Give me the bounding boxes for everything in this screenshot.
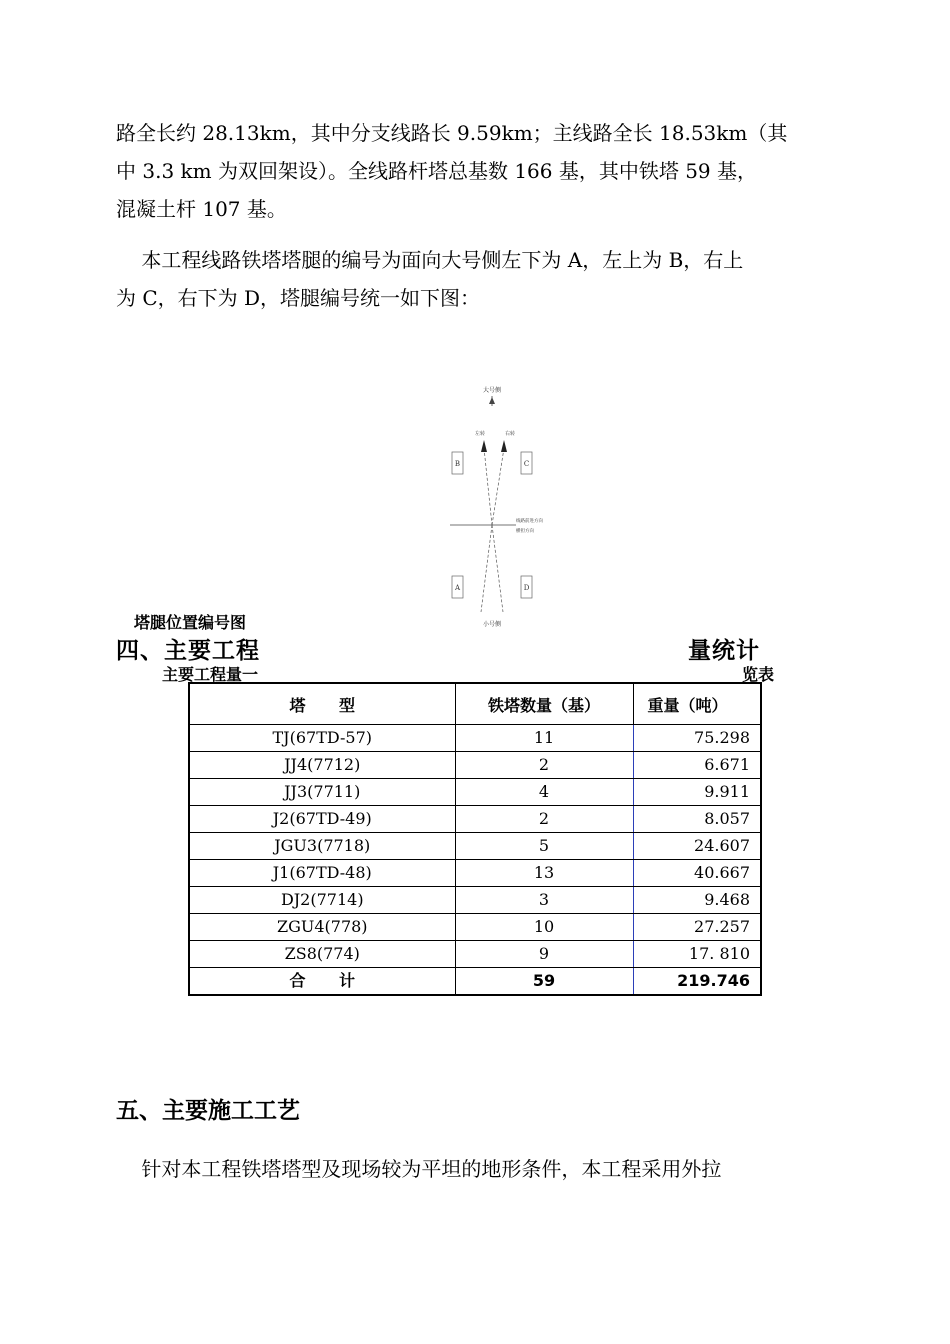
cell-count: 4: [455, 779, 633, 806]
table-row: [189, 779, 761, 806]
cell-type: J2(67TD-49): [189, 806, 455, 833]
cell-count: 5: [455, 833, 633, 860]
diagram-caption: 塔腿位置编号图: [134, 613, 247, 632]
cell-count: 2: [455, 806, 633, 833]
table-row: [189, 941, 761, 968]
cell-count: 13: [455, 860, 633, 887]
table-row: [189, 887, 761, 914]
cell-type: ZS8(774): [189, 941, 455, 968]
cell-weight: 24.607: [633, 833, 761, 860]
diagram-bottom-label: 小号侧: [482, 621, 502, 628]
leg-box-a-label: A: [454, 584, 461, 592]
table-caption-right: 览表: [742, 665, 775, 684]
section4-title-right: 量统计: [688, 638, 760, 664]
quantity-table: [188, 682, 762, 996]
col-header-type: 塔 型: [189, 683, 455, 725]
table-row: [189, 752, 761, 779]
diagram-line-label-2: 横担方向: [516, 529, 534, 534]
col-header-weight: 重量（吨）: [633, 683, 761, 725]
table-header-row: [189, 683, 761, 725]
diagram-left-arrow-label: 左转: [474, 431, 486, 437]
intro-line: 混凝土杆 107 基。: [116, 197, 287, 221]
table-total-row: [189, 968, 761, 996]
cell-type: JGU3(7718): [189, 833, 455, 860]
diagram-top-label: 大号侧: [482, 387, 502, 394]
total-label: 合 计: [189, 968, 455, 996]
section5-title: 五、主要施工工艺: [116, 1098, 300, 1124]
cell-weight: 17. 810: [633, 941, 761, 968]
diagram-line-label-1: 线路前进方向: [516, 519, 543, 524]
cell-type: TJ(67TD-57): [189, 725, 455, 752]
right-arrow-icon: [501, 440, 507, 452]
legs-line: 为 C，右下为 D，塔腿编号统一如下图：: [116, 286, 481, 310]
table-row: [189, 806, 761, 833]
intro-line: 路全长约 28.13km，其中分支线路长 9.59km；主线路全长 18.53km（其: [116, 121, 788, 145]
leg-box-d-label: D: [523, 584, 530, 592]
cell-weight: 9.911: [633, 779, 761, 806]
cell-type: ZGU4(778): [189, 914, 455, 941]
cell-weight: 40.667: [633, 860, 761, 887]
cell-type: J1(67TD-48): [189, 860, 455, 887]
cell-weight: 27.257: [633, 914, 761, 941]
table-row: [189, 860, 761, 887]
cell-weight: 8.057: [633, 806, 761, 833]
total-weight: 219.746: [633, 968, 761, 996]
table-caption-left: 主要工程量一: [162, 665, 259, 684]
cell-type: JJ3(7711): [189, 779, 455, 806]
cell-count: 3: [455, 887, 633, 914]
cell-count: 10: [455, 914, 633, 941]
table-row: [189, 914, 761, 941]
cell-weight: 9.468: [633, 887, 761, 914]
leg-box-b-label: B: [454, 460, 461, 468]
cell-weight: 75.298: [633, 725, 761, 752]
cell-type: DJ2(7714): [189, 887, 455, 914]
section5-paragraph: 针对本工程铁塔塔型及现场较为平坦的地形条件，本工程采用外拉: [116, 1157, 722, 1181]
cell-count: 11: [455, 725, 633, 752]
cell-count: 2: [455, 752, 633, 779]
table-row: [189, 833, 761, 860]
section4-title-left: 四、主要工程: [116, 638, 260, 664]
total-count: 59: [455, 968, 633, 996]
table-row: [189, 725, 761, 752]
col-header-count: 铁塔数量（基）: [455, 683, 633, 725]
cell-weight: 6.671: [633, 752, 761, 779]
intro-paragraph: [116, 114, 836, 228]
tower-leg-diagram: [448, 380, 548, 630]
cell-count: 9: [455, 941, 633, 968]
left-arrow-icon: [481, 440, 487, 452]
legs-line: 本工程线路铁塔塔腿的编号为面向大号侧左下为 A，左上为 B，右上: [116, 248, 744, 272]
legs-paragraph: [116, 241, 836, 317]
cell-type: JJ4(7712): [189, 752, 455, 779]
diagram-right-arrow-label: 右转: [504, 431, 516, 437]
intro-line: 中 3.3 km 为双回架设）。全线路杆塔总基数 166 基，其中铁塔 59 基，: [116, 159, 758, 183]
leg-box-c-label: C: [523, 460, 530, 468]
